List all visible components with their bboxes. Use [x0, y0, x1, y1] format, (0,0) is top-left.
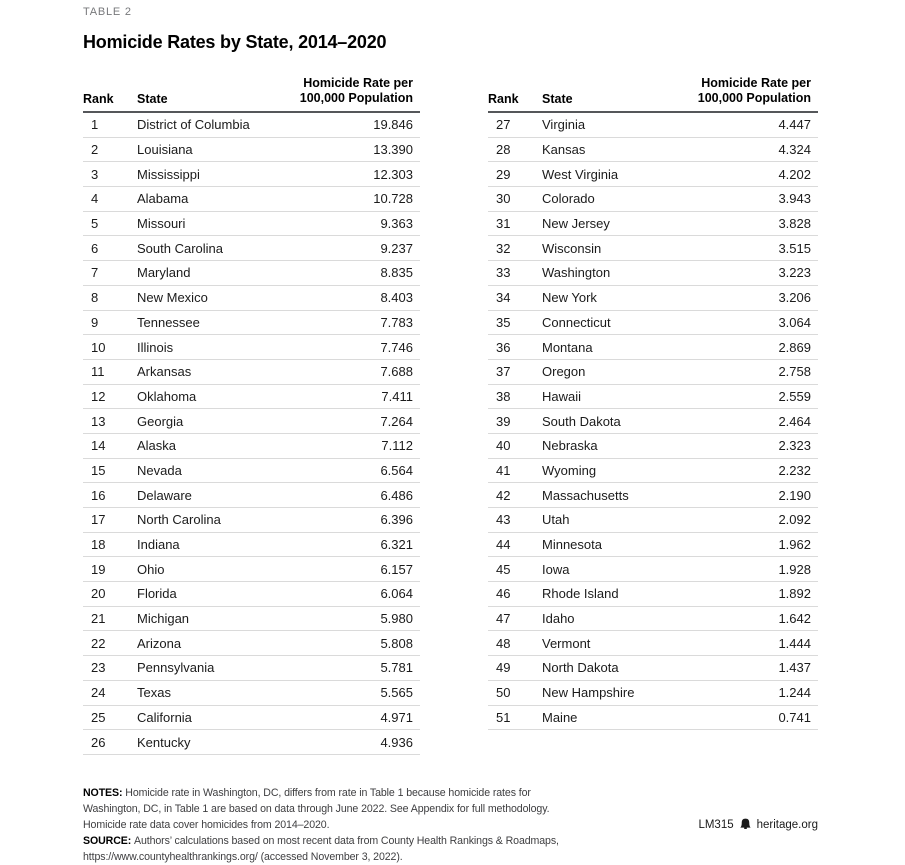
rank-cell: 12 [91, 388, 106, 404]
rank-cell: 43 [496, 512, 511, 528]
rank-cell: 18 [91, 537, 106, 553]
state-cell: New York [542, 290, 597, 306]
rank-cell: 35 [496, 314, 511, 330]
table-row [83, 212, 420, 237]
table-row [488, 483, 818, 508]
state-cell: South Dakota [542, 413, 621, 429]
rate-cell: 7.264 [380, 413, 413, 429]
table-row [83, 631, 420, 656]
note-line: NOTES: Homicide rate in Washington, DC, differs from rate in Table 1 because homicide rates for [83, 786, 531, 799]
rank-cell: 27 [496, 117, 511, 133]
rank-cell: 11 [91, 364, 105, 380]
rank-cell: 9 [91, 314, 99, 330]
tables-container [83, 76, 818, 755]
rank-cell: 31 [496, 216, 511, 232]
rank-column-header: Rank [83, 92, 114, 106]
rank-cell: 50 [496, 685, 511, 701]
state-cell: Indiana [137, 537, 180, 553]
rank-cell: 22 [91, 635, 106, 651]
rate-cell: 3.206 [778, 290, 811, 306]
table-row [488, 360, 818, 385]
state-cell: Vermont [542, 635, 591, 651]
rate-cell: 7.783 [380, 314, 413, 330]
rank-cell: 24 [91, 685, 106, 701]
rank-table-left [83, 76, 420, 755]
table-row [488, 261, 818, 286]
state-cell: Virginia [542, 117, 586, 133]
rate-cell: 1.444 [778, 635, 811, 651]
rate-cell: 7.688 [380, 364, 413, 380]
rate-cell: 4.202 [778, 166, 811, 182]
rate-cell: 7.112 [381, 438, 413, 454]
rate-header-line2: 100,000 Population [697, 91, 811, 105]
table-body-left [83, 113, 420, 755]
rate-cell: 1.642 [778, 611, 811, 627]
table-row [488, 236, 818, 261]
table-row [488, 385, 818, 410]
rank-cell: 5 [91, 216, 99, 232]
table-row [488, 459, 818, 484]
rate-cell: 9.363 [380, 216, 413, 232]
state-cell: Oregon [542, 364, 586, 380]
state-cell: Massachusetts [542, 487, 629, 503]
table-row [83, 113, 420, 138]
rank-cell: 21 [91, 611, 106, 627]
table-body-right [488, 113, 818, 730]
rate-cell: 6.157 [380, 561, 413, 577]
rank-cell: 26 [91, 734, 106, 750]
rate-cell: 0.741 [778, 709, 811, 725]
state-cell: Connecticut [542, 314, 611, 330]
state-cell: Georgia [137, 413, 184, 429]
state-cell: Wisconsin [542, 240, 602, 256]
note-label: NOTES: [83, 786, 126, 799]
rate-cell: 1.962 [778, 537, 811, 553]
table-row [488, 533, 818, 558]
table-row [83, 138, 420, 163]
table-row [488, 557, 818, 582]
table-row [488, 212, 818, 237]
rank-cell: 7 [91, 265, 99, 281]
rank-cell: 8 [91, 290, 99, 306]
rate-cell: 4.447 [778, 117, 811, 133]
state-cell: North Carolina [137, 512, 221, 528]
table-row [488, 409, 818, 434]
state-cell: Rhode Island [542, 586, 619, 602]
state-cell: Iowa [542, 561, 570, 577]
rate-cell: 1.244 [778, 685, 811, 701]
rank-cell: 45 [496, 561, 511, 577]
rank-cell: 19 [91, 561, 106, 577]
rate-column-header [300, 76, 420, 106]
table-row [488, 607, 818, 632]
state-cell: Florida [137, 586, 177, 602]
rate-cell: 13.390 [373, 142, 413, 158]
rate-header-line1: Homicide Rate per [701, 76, 811, 90]
rate-cell: 2.323 [778, 438, 811, 454]
rate-cell: 1.892 [778, 586, 811, 602]
table-row [83, 508, 420, 533]
state-cell: Alabama [137, 191, 189, 207]
table-row [488, 681, 818, 706]
state-cell: Idaho [542, 611, 575, 627]
state-cell: New Hampshire [542, 685, 635, 701]
table-row [83, 582, 420, 607]
source-paragraph [83, 833, 818, 865]
state-cell: Maine [542, 709, 578, 725]
rate-cell: 6.064 [380, 586, 413, 602]
table-header [83, 76, 420, 113]
rank-cell: 51 [496, 709, 511, 725]
state-cell: Hawaii [542, 388, 582, 404]
state-column-header: State [137, 92, 168, 106]
rate-cell: 4.971 [380, 709, 413, 725]
rank-cell: 1 [91, 117, 99, 133]
rate-cell: 2.092 [778, 512, 811, 528]
rank-cell: 10 [91, 339, 106, 355]
rate-cell: 5.980 [380, 611, 413, 627]
rank-cell: 3 [91, 166, 99, 182]
rank-cell: 30 [496, 191, 511, 207]
state-cell: Arizona [137, 635, 182, 651]
rank-cell: 16 [91, 487, 106, 503]
rank-cell: 4 [91, 191, 99, 207]
rank-cell: 36 [496, 339, 511, 355]
rank-cell: 28 [496, 142, 511, 158]
table-row [488, 138, 818, 163]
state-cell: Wyoming [542, 462, 597, 478]
table-row [488, 311, 818, 336]
table-row [83, 706, 420, 731]
table-row [83, 162, 420, 187]
rate-header-line2: 100,000 Population [299, 91, 413, 105]
rank-cell: 42 [496, 487, 511, 503]
rate-cell: 8.403 [380, 290, 413, 306]
state-cell: Louisiana [137, 142, 193, 158]
table-row [83, 286, 420, 311]
state-cell: California [137, 709, 192, 725]
table-row [488, 162, 818, 187]
state-cell: Arkansas [137, 364, 192, 380]
rank-cell: 15 [91, 462, 106, 478]
rate-cell: 6.396 [380, 512, 413, 528]
state-cell: Tennessee [137, 314, 200, 330]
note-line: Washington, DC, in Table 1 are based on data through June 2022. See Appendix for full methodology. [83, 802, 550, 815]
state-cell: Maryland [137, 265, 191, 281]
rate-cell: 2.464 [778, 413, 811, 429]
table-row [488, 656, 818, 681]
rank-cell: 40 [496, 438, 511, 454]
rank-cell: 38 [496, 388, 511, 404]
table-row [83, 607, 420, 632]
table-row [488, 706, 818, 731]
table-number-label: TABLE 2 [83, 6, 132, 18]
rank-cell: 25 [91, 709, 106, 725]
rate-cell: 6.321 [380, 537, 413, 553]
table-row [488, 508, 818, 533]
rate-cell: 5.565 [380, 685, 413, 701]
rate-header-line1: Homicide Rate per [303, 76, 413, 90]
rate-cell: 2.869 [778, 339, 811, 355]
rank-cell: 48 [496, 635, 511, 651]
table-row [83, 187, 420, 212]
page-title: Homicide Rates by State, 2014–2020 [83, 32, 387, 52]
rank-cell: 6 [91, 240, 99, 256]
state-cell: Colorado [542, 191, 595, 207]
rate-cell: 3.828 [778, 216, 811, 232]
state-cell: Nebraska [542, 438, 598, 454]
state-cell: Mississippi [137, 166, 200, 182]
table-row [83, 681, 420, 706]
rate-cell: 3.223 [778, 265, 811, 281]
table-header [488, 76, 818, 113]
doc-id: LM315 [698, 818, 734, 831]
rate-cell: 3.515 [778, 240, 811, 256]
rate-cell: 3.943 [778, 191, 811, 207]
state-cell: District of Columbia [137, 117, 250, 133]
rank-cell: 47 [496, 611, 511, 627]
table-row [83, 261, 420, 286]
table-row [83, 557, 420, 582]
state-cell: Kansas [542, 142, 586, 158]
state-cell: Michigan [137, 611, 190, 627]
rate-cell: 5.808 [380, 635, 413, 651]
site-name: heritage.org [756, 818, 818, 831]
rate-cell: 7.746 [380, 339, 413, 355]
note-line: Homicide rate data cover homicides from 2014–2020. [83, 818, 330, 831]
rank-cell: 29 [496, 166, 511, 182]
rank-cell: 49 [496, 660, 511, 676]
heritage-bell-icon [739, 818, 752, 831]
table-row [83, 656, 420, 681]
rank-cell: 44 [496, 537, 511, 553]
rate-cell: 7.411 [381, 388, 413, 404]
table-row [83, 434, 420, 459]
rate-cell: 4.324 [778, 142, 811, 158]
rank-cell: 32 [496, 240, 511, 256]
state-cell: Montana [542, 339, 593, 355]
state-cell: Ohio [137, 561, 165, 577]
state-cell: Oklahoma [137, 388, 197, 404]
rank-cell: 20 [91, 586, 106, 602]
rate-cell: 1.437 [778, 660, 811, 676]
rate-cell: 2.190 [778, 487, 811, 503]
state-cell: Kentucky [137, 734, 191, 750]
rate-cell: 19.846 [373, 117, 413, 133]
state-cell: Alaska [137, 438, 177, 454]
state-cell: Illinois [137, 339, 174, 355]
table-row [83, 459, 420, 484]
rate-cell: 2.758 [778, 364, 811, 380]
rank-column-header: Rank [488, 92, 519, 106]
note-line: https://www.countyhealthrankings.org/ (accessed November 3, 2022). [83, 850, 403, 863]
content [83, 0, 818, 865]
rank-cell: 41 [496, 462, 511, 478]
table-row [488, 582, 818, 607]
rate-cell: 5.781 [380, 660, 413, 676]
rate-cell: 10.728 [373, 191, 413, 207]
table-row [488, 335, 818, 360]
state-column-header: State [542, 92, 573, 106]
rate-cell: 4.936 [380, 734, 413, 750]
table-row [83, 533, 420, 558]
rank-cell: 17 [91, 512, 106, 528]
note-label: SOURCE: [83, 834, 134, 847]
rate-cell: 1.928 [778, 561, 811, 577]
rank-cell: 39 [496, 413, 511, 429]
table-row [83, 385, 420, 410]
rate-cell: 6.564 [380, 462, 413, 478]
state-cell: Washington [542, 265, 611, 281]
table-row [83, 409, 420, 434]
table-row [83, 236, 420, 261]
table-row [488, 434, 818, 459]
state-cell: Minnesota [542, 537, 602, 553]
state-cell: New Jersey [542, 216, 610, 232]
table-row [83, 483, 420, 508]
rate-cell: 12.303 [373, 166, 413, 182]
state-cell: Texas [137, 685, 171, 701]
rate-cell: 9.237 [380, 240, 413, 256]
rank-cell: 46 [496, 586, 511, 602]
rank-cell: 37 [496, 364, 511, 380]
state-cell: North Dakota [542, 660, 619, 676]
state-cell: New Mexico [137, 290, 208, 306]
state-cell: Utah [542, 512, 570, 528]
table-row [488, 187, 818, 212]
table-row [83, 730, 420, 755]
table-row [488, 631, 818, 656]
state-cell: South Carolina [137, 240, 223, 256]
footer [698, 818, 818, 831]
rate-cell: 2.559 [778, 388, 811, 404]
table-row [83, 360, 420, 385]
table-row [83, 335, 420, 360]
rank-cell: 23 [91, 660, 106, 676]
rank-cell: 14 [91, 438, 106, 454]
state-cell: Pennsylvania [137, 660, 215, 676]
rate-cell: 2.232 [778, 462, 811, 478]
table-row [488, 113, 818, 138]
note-line: SOURCE: Authors’ calculations based on most recent data from County Health Rankings & Roadmaps, [83, 834, 559, 847]
state-cell: Nevada [137, 462, 182, 478]
rank-cell: 13 [91, 413, 106, 429]
state-cell: Missouri [137, 216, 186, 232]
table-row [488, 286, 818, 311]
rank-cell: 33 [496, 265, 511, 281]
rank-cell: 34 [496, 290, 511, 306]
rate-cell: 6.486 [380, 487, 413, 503]
rank-cell: 2 [91, 142, 99, 158]
state-cell: West Virginia [542, 166, 619, 182]
rank-table-right [488, 76, 818, 755]
state-cell: Delaware [137, 487, 192, 503]
rate-cell: 8.835 [380, 265, 413, 281]
rate-cell: 3.064 [778, 314, 811, 330]
table-row [83, 311, 420, 336]
rate-column-header [698, 76, 818, 106]
